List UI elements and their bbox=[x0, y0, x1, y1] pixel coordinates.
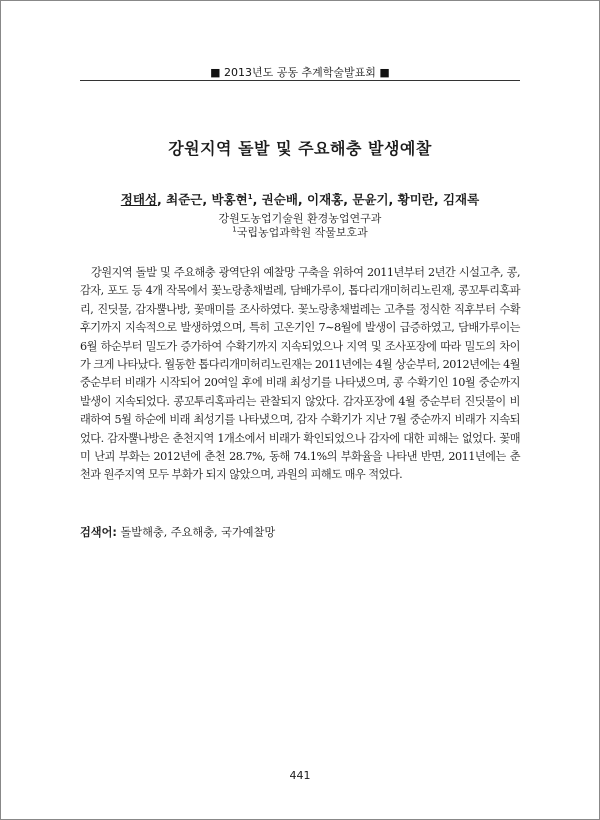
author-list bbox=[60, 190, 540, 208]
presenting-author: 정태성 bbox=[120, 192, 158, 207]
keywords-label: 검색어: bbox=[80, 526, 117, 539]
affiliation-2-mark: 1 bbox=[232, 225, 237, 234]
header-rule bbox=[80, 80, 520, 81]
paper-title: 강원지역 돌발 및 주요해충 발생예찰 bbox=[168, 139, 432, 158]
page-number: 441 bbox=[289, 769, 311, 782]
keywords-line bbox=[80, 524, 520, 540]
author-affiliation-mark: 1 bbox=[247, 192, 253, 201]
affiliation-1-text: 강원도농업기술원 환경농업연구과 bbox=[218, 212, 382, 225]
conference-header: ■ 2013년도 공동 추계학술발표회 ■ bbox=[210, 66, 390, 79]
affiliation-2 bbox=[60, 224, 540, 240]
author-names-2: , 권순배, 이재홍, 문윤기, 황미란, 김재록 bbox=[252, 192, 480, 207]
abstract-body: 강원지역 돌발 및 주요해충 광역단위 예찰망 구축을 위하여 2011년부터 2년간 시설고추, 콩, 감자, 포도 등 4개 작목에서 꽃노랑총채벌레, 담배가루이, 톱다리개미허리노린재, 콩꼬투리혹파리, 진딧물, 감자뿔나방, 꽃매미를 조사하였다. 꽃노랑총채벌레는 고추를 정식한 직후부터 수확 후기까지 지속적으로 발생하였으며, 특히 고온기인 7∼8월에 발생이 급증하였고, 담배가루이는 6월 하순부터 밀도가 증가하여 수확기까지 지속되었으나 지역 및 조사포장에 따라 밀도의 차이가 크게 나타났다. 월동한 톱다리개미허리노린재는 2011년에는 4월 상순부터, 2012년에는 4월 중순부터 비래가 시작되어 20여일 후에 비래 최성기를 나타냈으며, 콩 수확기인 10월 중순까지 발생이 지속되었다. 콩꼬투리혹파리는 관찰되지 않았다. 감자포장에 4월 중순부터 진딧물이 비래하여 5월 하순에 비래 최성기를 나타냈으며, 감자 수확기가 지난 7월 중순까지 비래가 지속되었다. 감자뿔나방은 춘천지역 1개소에서 비래가 확인되었으나 감자에 대한 피해는 없었다. 꽃매미 난괴 부화는 2012년에 춘천 28.7%, 동해 74.1%의 부화율을 나타낸 반면, 2011년에는 춘천과 원주지역 모두 부화가 되지 않았으며, 과원의 피해도 매우 적었다. bbox=[80, 266, 520, 482]
affiliation-2-text: 국립농업과학원 작물보호과 bbox=[236, 226, 368, 239]
keywords-text: 돌발해충, 주요해충, 국가예찰망 bbox=[116, 526, 276, 539]
author-names-1: , 최준근, 박홍현 bbox=[157, 192, 248, 207]
